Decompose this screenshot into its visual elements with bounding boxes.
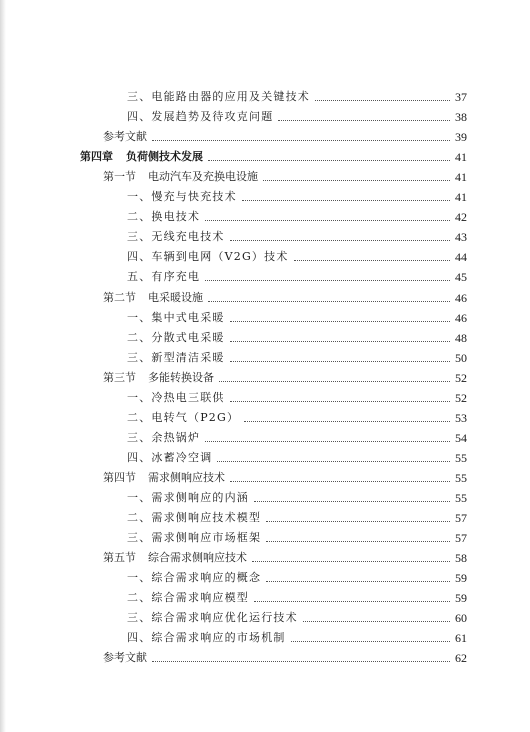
toc-entry-text: 负荷侧技术发展 — [126, 150, 203, 164]
toc-entry-title — [127, 608, 300, 628]
toc-entry[interactable] — [127, 508, 467, 528]
toc-entry-text: 电采暖设施 — [148, 290, 203, 304]
dot-leader — [230, 340, 450, 342]
toc-entry[interactable] — [127, 568, 467, 588]
toc-entry-text: 二、分散式电采暖 — [127, 330, 225, 344]
dot-leader — [266, 520, 450, 522]
toc-entry-title — [127, 308, 227, 328]
toc-entry-text: 一、集中式电采暖 — [127, 310, 225, 324]
toc-entry[interactable] — [127, 628, 467, 648]
toc-entry-title — [103, 468, 227, 488]
dot-leader — [263, 179, 450, 181]
toc-page-number: 58 — [455, 551, 467, 566]
toc-entry-text: 三、综合需求响应优化运行技术 — [127, 611, 298, 625]
toc-page-number: 54 — [455, 430, 467, 445]
toc-entry-text: 一、需求侧响应的内涵 — [127, 491, 249, 504]
dot-leader — [230, 480, 450, 482]
page-edge-shadow — [0, 0, 6, 732]
dot-leader — [315, 99, 450, 101]
toc-entry[interactable] — [127, 87, 467, 107]
toc-entry[interactable] — [127, 207, 467, 227]
toc-entry-title — [127, 628, 288, 648]
toc-entry-title — [127, 207, 202, 227]
toc-entry[interactable] — [127, 488, 467, 508]
toc-entry-title — [127, 348, 227, 368]
toc-entry-text: 综合需求侧响应技术 — [148, 551, 247, 565]
toc-page-number: 52 — [455, 390, 467, 405]
toc-page-number: 44 — [455, 250, 467, 265]
toc-entry-text: 三、无线充电技术 — [127, 230, 225, 244]
toc-entry[interactable] — [103, 288, 467, 308]
toc-entry-text: 二、换电技术 — [127, 210, 201, 224]
toc-page-number: 57 — [455, 511, 467, 526]
toc-page-number: 55 — [455, 450, 467, 465]
dot-leader — [205, 440, 450, 442]
dot-leader — [230, 320, 450, 322]
dot-leader — [266, 540, 450, 542]
toc-page-number: 57 — [455, 531, 467, 546]
toc-entry-text: 二、电转气（P2G） — [127, 410, 240, 424]
toc-entry[interactable] — [127, 528, 467, 548]
toc-page-number: 59 — [455, 571, 467, 586]
toc-entry[interactable] — [127, 267, 467, 287]
toc-entry-title — [127, 448, 214, 468]
toc-entry[interactable] — [127, 107, 467, 127]
toc-entry-text: 四、综合需求响应的市场机制 — [127, 631, 286, 645]
toc-entry[interactable] — [103, 648, 467, 668]
toc-entry-title — [103, 127, 149, 147]
dot-leader — [303, 620, 450, 622]
toc-entry[interactable] — [127, 588, 467, 608]
toc-entry-number: 第四章 — [80, 150, 113, 164]
toc-entry-title — [127, 227, 227, 247]
dot-leader — [242, 199, 450, 201]
dot-leader — [208, 300, 450, 302]
toc-page-number: 46 — [455, 290, 467, 305]
toc-entry[interactable] — [127, 448, 467, 468]
dot-leader — [205, 279, 450, 281]
toc-entry-title — [127, 107, 275, 127]
dot-leader — [208, 159, 450, 161]
toc-page-number: 62 — [455, 651, 467, 666]
toc-entry-title — [103, 288, 205, 308]
toc-entry-text: 二、需求侧响应技术模型 — [127, 511, 262, 525]
toc-entry-text: 五、有序充电 — [127, 270, 201, 284]
toc-entry-title — [127, 588, 251, 608]
toc-page-number: 55 — [455, 470, 467, 485]
toc-entry-text: 三、电能路由器的应用及关键技术 — [127, 90, 310, 103]
toc-entry-title — [127, 428, 202, 448]
toc-entry-text: 需求侧响应技术 — [148, 470, 225, 484]
toc-entry[interactable] — [103, 167, 467, 187]
toc-page-number: 42 — [455, 210, 467, 225]
toc-entry-title — [127, 187, 239, 207]
toc-page-number: 45 — [455, 270, 467, 285]
toc-page-number: 53 — [455, 410, 467, 425]
toc-entry-number: 第二节 — [103, 290, 136, 304]
toc-entry-title — [127, 388, 227, 408]
toc-entry[interactable] — [103, 127, 467, 147]
toc-entry-text: 四、车辆到电网（V2G）技术 — [127, 250, 289, 264]
dot-leader — [254, 500, 450, 502]
toc-entry-text: 电动汽车及充换电设施 — [148, 170, 258, 184]
toc-entry-text: 参考文献 — [103, 651, 147, 665]
toc-entry[interactable] — [127, 408, 467, 428]
toc-page-number: 39 — [455, 130, 467, 145]
dot-leader — [230, 239, 450, 241]
toc-entry[interactable] — [127, 608, 467, 628]
toc-page-number: 48 — [455, 330, 467, 345]
dot-leader — [217, 460, 450, 462]
toc-page-number: 37 — [455, 90, 467, 104]
toc-entry-text: 三、新型清洁采暖 — [127, 350, 225, 364]
dot-leader — [291, 640, 450, 642]
toc-page-number: 38 — [455, 110, 467, 125]
toc-page-number: 55 — [455, 491, 467, 505]
toc-page-number: 41 — [455, 150, 467, 165]
toc-entry-text: 一、冷热电三联供 — [127, 390, 225, 404]
toc-entry[interactable] — [127, 187, 467, 207]
toc-entry-number: 第一节 — [103, 170, 136, 184]
toc-page-number: 59 — [455, 591, 467, 606]
toc-entry[interactable] — [80, 147, 467, 167]
toc-page-number: 52 — [455, 370, 467, 385]
toc-entry-title — [127, 528, 263, 548]
toc-page-number: 61 — [455, 631, 467, 646]
toc-page-number: 60 — [455, 611, 467, 626]
toc-page-number: 46 — [455, 310, 467, 325]
dot-leader — [219, 380, 450, 382]
dot-leader — [278, 119, 450, 121]
dot-leader — [230, 400, 450, 402]
toc-page-number: 41 — [455, 170, 467, 185]
dot-leader — [152, 660, 450, 662]
toc-entry-number: 第三节 — [103, 370, 136, 384]
toc-entry-number: 第五节 — [103, 551, 136, 565]
toc-entry-text: 四、发展趋势及待攻克问题 — [127, 110, 274, 124]
toc-entry-text: 三、需求侧响应市场框架 — [127, 531, 262, 545]
toc-entry[interactable] — [127, 348, 467, 368]
toc-entry-text: 一、慢充与快充技术 — [127, 190, 237, 204]
toc-page-number: 50 — [455, 350, 467, 365]
toc-entry-title — [127, 247, 291, 267]
toc-entry-title — [127, 408, 241, 428]
toc-entry-text: 三、余热锅炉 — [127, 430, 201, 444]
toc-entry-title — [103, 548, 249, 568]
toc-entry-title — [127, 87, 312, 107]
dot-leader — [266, 580, 450, 582]
toc-entry-title — [127, 328, 227, 348]
toc-entry-title — [103, 368, 216, 388]
toc-entry[interactable] — [127, 227, 467, 247]
toc-entry[interactable] — [127, 328, 467, 348]
toc-entry-text: 四、冰蓄冷空调 — [127, 450, 213, 464]
dot-leader — [205, 219, 450, 221]
toc-entry[interactable] — [127, 428, 467, 448]
toc-entry-number: 第四节 — [103, 470, 136, 484]
toc-entry[interactable] — [103, 468, 467, 488]
toc-entry-text: 二、综合需求响应模型 — [127, 591, 249, 605]
toc-entry-title — [127, 267, 202, 287]
toc-entry-text: 参考文献 — [103, 130, 147, 144]
toc-entry-title — [103, 648, 149, 668]
toc-entry-title — [127, 488, 251, 508]
toc-entry-text: 一、综合需求响应的概念 — [127, 571, 262, 585]
toc-page-number: 43 — [455, 230, 467, 245]
toc-entry-title — [127, 508, 263, 528]
dot-leader — [244, 420, 450, 422]
toc-entry[interactable] — [103, 368, 467, 388]
toc-entry[interactable] — [127, 247, 467, 267]
dot-leader — [152, 139, 450, 141]
toc-entry-title — [103, 167, 260, 187]
toc-entry[interactable] — [103, 548, 467, 568]
dot-leader — [294, 259, 450, 261]
toc-entry-text: 多能转换设备 — [148, 370, 214, 384]
dot-leader — [230, 360, 450, 362]
dot-leader — [254, 600, 450, 602]
toc-entry-title — [127, 568, 263, 588]
dot-leader — [252, 560, 450, 562]
toc-entry[interactable] — [127, 388, 467, 408]
toc-entry[interactable] — [127, 308, 467, 328]
toc-entry-title — [80, 147, 205, 167]
toc-page-number: 41 — [455, 190, 467, 205]
